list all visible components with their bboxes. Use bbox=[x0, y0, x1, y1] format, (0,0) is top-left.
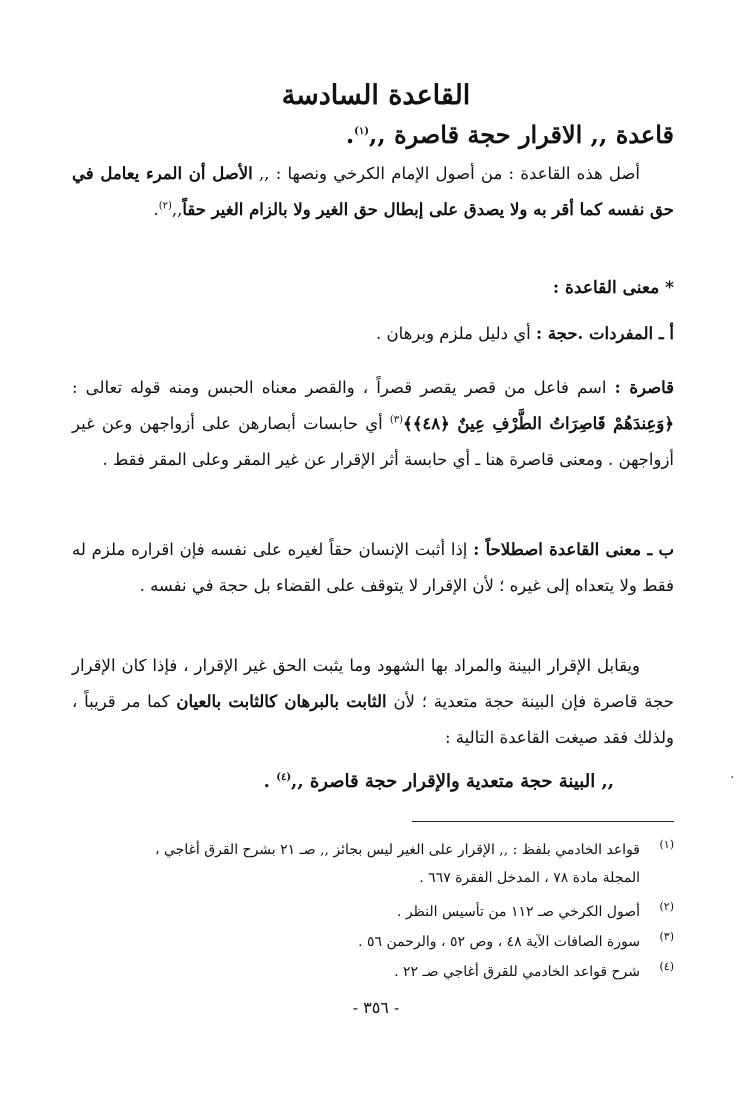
intro-lead: أصل هذه القاعدة : من أصول الإمام الكرخي ونصها : ,, bbox=[258, 164, 641, 183]
page-number: - ٣٥٦ - bbox=[352, 998, 400, 1017]
qasira-label: قاصرة : bbox=[614, 378, 675, 397]
technical-paragraph bbox=[72, 532, 674, 604]
footnote-4: (٤)شرح قواعد الخادمي للقرق أغاجي صـ ٢٢ . bbox=[394, 960, 674, 980]
footnote-ref-2[interactable]: (٢) bbox=[158, 200, 172, 212]
contrast-text-1: ويقابل الإقرار البينة والمراد بها الشهود وما يثبت الحق غير الإقرار ، فإذا كان الإقرار حجة قاصرة فإن البينة حجة متعدية ؛ لأن bbox=[72, 656, 675, 711]
intro-tail: . bbox=[153, 200, 159, 219]
footnote-2: (٢)أصول الكرخي صـ ١١٢ من تأسيس النظر . bbox=[397, 900, 674, 920]
quran-verse: ﴿وَعِندَهُمْ قَاصِرَاتُ الطَّرْفِ عِينٌ ﴿٤٨﴾﴾ bbox=[403, 414, 674, 433]
meaning-heading: * معنى القاعدة : bbox=[552, 278, 674, 298]
footnote-ref-4[interactable]: (٤) bbox=[276, 772, 292, 783]
footnote-3-text: سورة الصافات الآية ٤٨ ، وص ٥٢ ، والرحمن ٥٦ . bbox=[358, 934, 640, 950]
footnote-1-line-2: المجلة مادة ٧٨ ، المدخل الفقرة ٦٦٧ . bbox=[419, 870, 640, 886]
technical-text: إذا أثبت الإنسان حقاً لغيره على نفسه فإن اقراره ملزم له فقط ولا يتعداه إلى غيره ؛ لأن الإقرار لا يتوقف على القضاء بل حجة في نفسه . bbox=[72, 540, 674, 595]
rule-heading-text: قاعدة ,, الاقرار حجة قاصرة ,, bbox=[369, 120, 674, 149]
contrast-bold-maxim: الثابت بالبرهان كالثابت بالعيان bbox=[176, 692, 387, 711]
footnote-ref-3[interactable]: (٣) bbox=[389, 414, 404, 426]
intro-paragraph bbox=[72, 156, 674, 228]
qasira-text-2: أي حابسات أبصارهن على أزواجهن وعن غير أزواجهن . ومعنى قاصرة هنا ـ أي حابسة أثر الإقرار عن غير المقر وعلى المقر فقط . bbox=[72, 414, 674, 469]
contrast-paragraph bbox=[72, 648, 674, 756]
vocab-label: أ ـ المفردات .حجة : bbox=[536, 324, 674, 343]
margin-mark: · bbox=[730, 770, 735, 786]
rule-heading: قاعدة ,, الاقرار حجة قاصرة ,,$^{(١)}$. bbox=[345, 120, 674, 149]
footnote-2-text: أصول الكرخي صـ ١١٢ من تأسيس النظر . bbox=[397, 904, 640, 920]
footnote-1-line-1: قواعد الخادمي بلفظ : ,, الإقرار على الغير ليس بجائز ,, صـ ٢١ بشرح القرق أغاجي ، bbox=[155, 842, 640, 858]
intro-quote-end: ,, bbox=[171, 200, 183, 219]
qasira-text-1: اسم فاعل من قصر يقصر قصراً ، والقصر معناه الحبس ومنه قوله تعالى : bbox=[72, 378, 607, 397]
technical-label: ب ـ معنى القاعدة اصطلاحاً : bbox=[473, 540, 674, 559]
contrast-text-2: كما مر قريباً ، ولذلك فقد صيغت القاعدة التالية : bbox=[72, 692, 674, 747]
qasira-paragraph bbox=[72, 370, 674, 478]
derived-rule-text: ,, البينة حجة متعدية والإقرار حجة قاصرة ,, bbox=[291, 771, 614, 792]
derived-rule bbox=[72, 764, 674, 800]
footnote-1: (١)قواعد الخادمي بلفظ : ,, الإقرار على الغير ليس بجائز ,, صـ ٢١ بشرح القرق أغاجي ، المجلة مادة ٧٨ ، المدخل الفقرة ٦٦٧ . bbox=[72, 836, 674, 892]
vocab-text: أي دليل ملزم وبرهان . bbox=[376, 324, 531, 343]
footnote-4-text: شرح قواعد الخادمي للقرق أغاجي صـ ٢٢ . bbox=[394, 964, 640, 980]
footnote-ref-1[interactable]: (١) bbox=[354, 126, 370, 137]
intro-rule-text: الأصل أن المرء يعامل في حق نفسه كما أقر به ولا يصدق على إبطال حق الغير ولا بالزام الغير حقاً bbox=[72, 164, 674, 219]
derived-rule-tail: . bbox=[263, 771, 270, 792]
vocab-paragraph bbox=[72, 316, 674, 352]
footnote-3: (٣)سورة الصافات الآية ٤٨ ، وص ٥٢ ، والرحمن ٥٦ . bbox=[358, 930, 674, 950]
chapter-title: القاعدة السادسة bbox=[281, 80, 471, 111]
footnote-divider bbox=[412, 821, 674, 822]
